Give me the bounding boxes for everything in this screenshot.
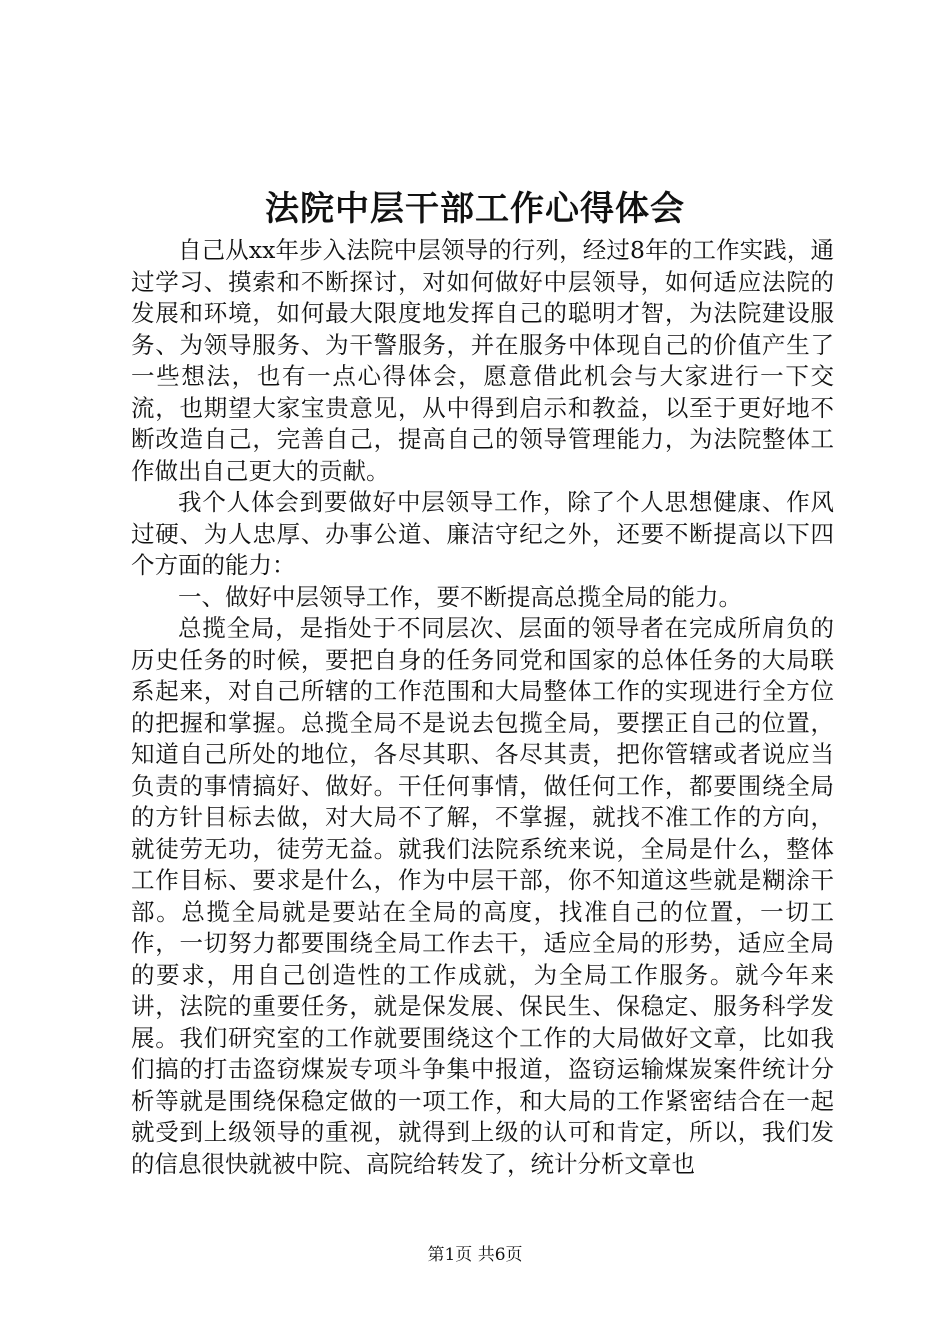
paragraph: 总揽全局，是指处于不同层次、层面的领导者在完成所肩负的历史任务的时候，要把自身的任务同党和国家的总体任务的大局联系起来，对自己所辖的工作范围和大局整体工作的实现进行全方位的把握和掌握。总揽全局不是说去包揽全局，要摆正自己的位置，知道自己所处的地位，各尽其职、各尽其责，把你管辖或者说应当负责的事情搞好、做好。干任何事情，做任何工作，都要围绕全局的方针目标去做，对大局不了解，不掌握，就找不准工作的方向，就徒劳无功，徒劳无益。就我们法院系统来说，全局是什么，整体工作目标、要求是什么，作为中层干部，你不知道这些就是糊涂干部。总揽全局就是要站在全局的高度，找准自己的位置，一切工作，一切努力都要围绕全局工作去干，适应全局的形势，适应全局的要求，用自己创造性的工作成就，为全局工作服务。就今年来讲，法院的重要任务，就是保发展、保民生、保稳定、服务科学发展。我们研究室的工作就要围绕这个工作的大局做好文章，比如我们搞的打击盗窃煤炭专项斗争集中报道，盗窃运输煤炭案件统计分析等就是围绕保稳定做的一项工作，和大局的工作紧密结合在一起就受到上级领导的重视，就得到上级的认可和肯定，所以，我们发的信息很快就被中院、高院给转发了，统计分析文章也 <box>131 614 834 1178</box>
paragraph: 自己从xx年步入法院中层领导的行列，经过8年的工作实践，通过学习、摸索和不断探讨，对如何做好中层领导，如何适应法院的发展和环境，如何最大限度地发挥自己的聪明才智，为法院建设服务、为领导服务、为干警服务，并在服务中体现自己的价值产生了一些想法，也有一点心得体会，愿意借此机会与大家进行一下交流，也期望大家宝贵意见，从中得到启示和教益，以至于更好地不断改造自己，完善自己，提高自己的领导管理能力，为法院整体工作做出自己更大的贡献。 <box>131 236 834 485</box>
paragraph: 我个人体会到要做好中层领导工作，除了个人思想健康、作风过硬、为人忠厚、办事公道、廉洁守纪之外，还要不断提高以下四个方面的能力： <box>131 488 834 579</box>
page-number-footer: 第1页 共6页 <box>427 1245 523 1265</box>
section-heading: 一、做好中层领导工作，要不断提高总揽全局的能力。 <box>178 582 742 611</box>
document-body <box>131 235 834 1180</box>
document-title: 法院中层干部工作心得体会 <box>265 189 685 229</box>
